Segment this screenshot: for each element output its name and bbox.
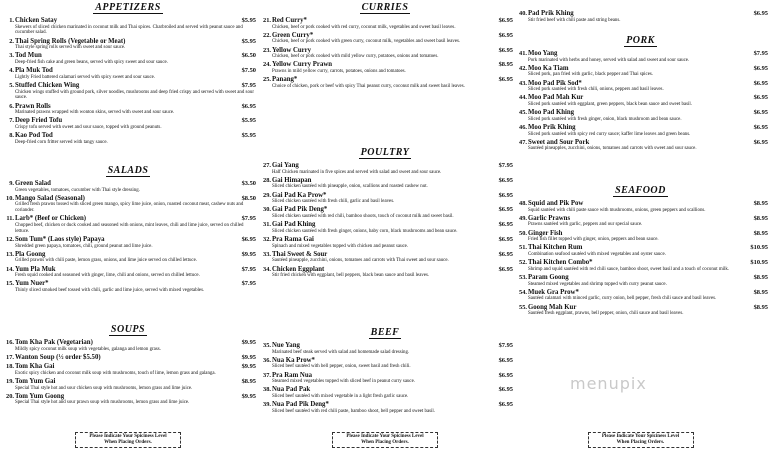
item-number: 35.: [263, 342, 271, 349]
item-name: Goong Mah Kur: [528, 303, 577, 311]
item-name: Yum Nuer*: [15, 280, 49, 288]
item-description: Marinated prawns wrapped with wonton skins, served with sweet and sour sauce.: [15, 110, 175, 116]
item-price: $9.95: [241, 392, 256, 400]
item-number: 29.: [263, 191, 271, 199]
item-name: Wanton Soup (½ order $5.50): [15, 353, 101, 361]
item-description: Thinly sliced smoked beef tossed with chili, garlic and lime juice, served with mixed vegetables.: [15, 287, 205, 293]
section-heading-text: PORK: [626, 35, 655, 46]
item-price: $7.95: [753, 50, 768, 57]
section-heading-poultry: [257, 147, 513, 161]
item-name: Chicken Eggplant: [272, 265, 325, 273]
item-number: 39.: [263, 401, 271, 409]
item-description: Stir fried beef with chili paste and string beans.: [528, 17, 621, 23]
item-price: $6.95: [753, 109, 768, 117]
item-price: $3.50: [241, 180, 256, 187]
item-price: $8.95: [753, 229, 768, 237]
item-description: Deep-fried fish cake and green beans, served with spicy sweet and sour sauce.: [15, 59, 168, 65]
item-name: Gai Pad Pik Deng*: [272, 206, 328, 214]
item-number: 45.: [519, 109, 527, 117]
item-name: Thai Kitchen Combo*: [528, 259, 593, 267]
item-name: Nua Pad Pak: [272, 386, 311, 394]
item-description: Sautéed pineapple, zucchini, onions, tomatoes and carrots with Thai sweet and sour sauce.: [272, 258, 449, 264]
item-price: $6.95: [498, 356, 513, 364]
item-number: 41.: [519, 50, 527, 57]
item-description: Sliced beef sautéed with mixed vegetable in a light fresh garlic sauce.: [272, 393, 409, 399]
item-name: Chicken Satay: [15, 17, 58, 24]
item-description: Mildly spicy coconut milk soup with vegetables, galanga and lemon grass.: [15, 346, 161, 352]
item-description: Sliced chicken sautéed with fresh ginger, onions, baby corn, black mushrooms and bean sauce.: [272, 228, 458, 234]
item-number: 3.: [9, 52, 14, 60]
item-description: Crispy tofu served with sweet and sour sauce, topped with ground peanuts.: [15, 124, 162, 130]
section-heading-text: CURRIES: [361, 2, 409, 13]
item-price: $7.95: [241, 82, 256, 89]
item-price: $7.95: [241, 280, 256, 288]
spiciness-note-line: Please Indicate Your Spiciness Level: [89, 434, 167, 439]
item-price: $6.95: [498, 206, 513, 214]
item-price: $6.95: [753, 79, 768, 87]
item-price: $6.95: [498, 250, 513, 258]
item-number: 34.: [263, 265, 271, 273]
section-heading-soups: [0, 324, 256, 338]
item-name: Pra Rama Gai: [272, 236, 314, 243]
item-number: 11.: [6, 215, 14, 223]
item-name: Gai Himapan: [272, 176, 312, 184]
item-number: 49.: [519, 214, 527, 222]
item-description: Sliced pork, pan fried with garlic, black pepper and Thai spices.: [528, 72, 653, 78]
item-name: Larb* (Beef or Chicken): [15, 215, 87, 223]
section-heading-seafood: [513, 185, 768, 199]
item-description: Pork marinated with herbs and honey, served with salad and sweet and sour sauce.: [528, 57, 690, 63]
item-name: Muek Gra Prow*: [528, 288, 579, 296]
item-number: 1.: [9, 17, 14, 24]
item-name: Garlic Prawns: [528, 214, 571, 222]
item-number: 20.: [6, 392, 14, 400]
item-name: Moo Yang: [528, 50, 558, 57]
item-description: Sautéed pineapples, zucchini, onions, tomatoes and carrots with sweet and sour sauce.: [528, 146, 697, 152]
item-name: Yellow Curry: [272, 46, 312, 54]
item-price: $7.95: [241, 215, 256, 223]
item-number: 17.: [6, 353, 14, 361]
item-price: $6.95: [498, 236, 513, 243]
item-price: $8.95: [753, 303, 768, 311]
item-number: 33.: [263, 250, 271, 258]
item-price: $9.95: [241, 353, 256, 361]
item-number: 8.: [9, 132, 14, 140]
item-number: 18.: [6, 363, 14, 371]
item-price: $10.95: [750, 259, 768, 267]
item-description: Chicken, beef or pork cooked with green curry, coconut milk, vegetables and sweet basil leaves.: [272, 39, 461, 45]
section-heading-text: SALADS: [107, 165, 149, 176]
item-description: Fried fish fillet topped with ginger, onion, peppers and bean sauce.: [528, 237, 659, 243]
item-description: Thai style spring rolls served with sweet and sour sauce.: [15, 45, 126, 51]
item-description: Grilled fresh prawns tossed with sliced green mango, spicy lime juice, onion, roasted coconut meat, cashew nuts and coriander.: [15, 202, 244, 214]
item-price: $9.95: [241, 339, 256, 346]
item-price: $5.95: [241, 132, 256, 140]
item-price: $7.95: [498, 162, 513, 169]
item-description: Prawns in mild yellow curry, carrots, potatoes, onions and tomatoes.: [272, 68, 406, 74]
item-name: Thai Kitchen Rum: [528, 244, 583, 252]
item-description: Chicken, beef or pork cooked with red curry, coconut milk, vegetables and sweet basil leaves.: [272, 24, 456, 30]
item-number: 6.: [9, 102, 14, 110]
item-name: Panang*: [272, 76, 298, 84]
item-number: 27.: [263, 162, 271, 169]
item-number: 4.: [9, 67, 14, 75]
item-description: Sliced pork sautéed with fresh chili, onions, peppers and basil leaves.: [528, 87, 664, 93]
menu-column-right: [513, 0, 768, 466]
item-price: $7.95: [498, 342, 513, 349]
item-description: Grilled prawns with chili paste, lemon grass, onions, and lime juice served on chilled lettuce.: [15, 258, 197, 264]
item-name: Deep Fried Tofu: [15, 117, 63, 125]
item-name: Red Curry*: [272, 17, 307, 24]
item-number: 23.: [263, 46, 271, 54]
item-price: $7.95: [241, 265, 256, 273]
watermark: menupix: [570, 374, 647, 393]
item-number: 42.: [519, 64, 527, 72]
item-name: Param Goong: [528, 274, 569, 281]
item-name: Pra Ram Nua: [272, 371, 313, 379]
item-price: $8.95: [753, 274, 768, 281]
item-price: $8.95: [753, 214, 768, 222]
item-description: Steamed mixed vegetables and shrimp topped with curry peanut sauce.: [528, 281, 667, 287]
section-heading-text: SEAFOOD: [615, 185, 666, 196]
item-number: 53.: [519, 274, 527, 281]
item-name: Nue Yang: [272, 342, 300, 349]
item-price: $6.95: [241, 236, 256, 243]
item-number: 10.: [6, 194, 14, 202]
item-description: Sliced beef sautéed with bell pepper, onion, sweet basil and fresh chili.: [272, 364, 411, 370]
item-description: Chicken, beef or pork cooked with mild yellow curry, potatoes, onions and tomatoes.: [272, 54, 439, 60]
item-price: $6.95: [753, 124, 768, 131]
item-name: Tom Yum Goong: [15, 392, 65, 400]
item-price: $6.95: [498, 265, 513, 273]
section-heading-pork: [513, 35, 768, 49]
item-name: Thai Sweet & Sour: [272, 250, 328, 258]
item-description: Sautéed fresh eggplant, prawns, bell pepper, onion, chili sauce and basil leaves.: [528, 311, 684, 317]
item-description: Sautéed calamari with minced garlic, curry onion, bell pepper, fresh chili sauce and basil leaves.: [528, 296, 717, 302]
item-price: $6.95: [753, 10, 768, 17]
item-name: Green Salad: [15, 180, 51, 187]
item-number: 16.: [6, 339, 14, 346]
item-name: Kao Pod Tod: [15, 132, 53, 140]
item-price: $6.95: [498, 31, 513, 39]
item-description: Prawns sautéed with garlic, peppers and our special sauce.: [528, 222, 643, 228]
section-heading-text: APPETIZERS: [95, 2, 161, 13]
item-price: $9.95: [241, 250, 256, 258]
item-price: $6.95: [753, 64, 768, 72]
item-description: Chicken wings stuffed with ground pork, silver noodles, mushrooms and deep fried crispy and served with sweet and sour sauce.: [15, 89, 254, 101]
item-number: 2.: [9, 37, 14, 45]
item-number: 28.: [263, 176, 271, 184]
item-price: $6.95: [498, 17, 513, 24]
item-name: Squid and Pik Pow: [528, 200, 584, 207]
item-description: Sliced chicken sautéed with pineapple, onion, scallions and roasted cashew nut.: [272, 184, 428, 190]
item-number: 24.: [263, 61, 271, 69]
item-number: 38.: [263, 386, 271, 394]
item-description: Combination seafood sautéed with mixed vegetables and oyster sauce.: [528, 251, 666, 257]
item-description: Spinach and mixed vegetables topped with chicken and peanut sauce.: [272, 243, 409, 249]
item-name: Pad Prik Khing: [528, 10, 574, 17]
item-number: 55.: [519, 303, 527, 311]
item-description: Lightly Fried battered calamari served with spicy sweet and sour sauce.: [15, 74, 156, 80]
item-price: $9.95: [241, 363, 256, 371]
item-number: 37.: [263, 371, 271, 379]
item-description: Skewers of sliced chicken marinated in coconut milk and Thai spices. Charbroiled and served with peanut sauce and cucumber salad.: [15, 24, 243, 36]
spiciness-note: [332, 432, 438, 448]
item-price: $6.95: [498, 176, 513, 184]
section-heading-appetizers: [0, 2, 256, 16]
item-name: Tom Yum Gai: [15, 378, 56, 386]
item-description: Deep-fried corn fritter served with tangy sauce.: [15, 139, 108, 145]
item-description: Stir fried chicken with eggplant, bell peppers, black bean sauce and basil leaves.: [272, 273, 430, 279]
item-number: 32.: [263, 236, 271, 243]
section-heading-curries: [257, 2, 513, 16]
item-description: Sliced beef sautéed with red chili paste, bamboo shoot, bell pepper and sweet basil.: [272, 408, 435, 414]
item-name: Yellow Curry Prawn: [272, 61, 333, 69]
item-description: Squid sautéed with chili paste sauce with mushrooms, onions, green peppers and scallions.: [528, 207, 706, 213]
item-number: 7.: [9, 117, 14, 125]
item-price: $6.50: [241, 52, 256, 60]
item-description: Shrimp and squid sautéed with red chili sauce, bamboo shoot, sweet basil and a touch of coconut milk.: [528, 266, 730, 272]
item-number: 44.: [519, 94, 527, 102]
item-number: 40.: [519, 10, 527, 17]
item-price: $6.95: [241, 102, 256, 110]
item-price: $6.95: [498, 401, 513, 409]
item-number: 46.: [519, 124, 527, 131]
item-description: Exotic spicy chicken and coconut milk soup with mushrooms, touch of lime, lemon grass and galanga.: [15, 370, 216, 376]
menu-column-center: [257, 0, 513, 466]
item-name: Moo Prik Khing: [528, 124, 576, 131]
item-name: Gai Pad Ka Prow*: [272, 191, 327, 199]
item-number: 30.: [263, 206, 271, 214]
spiciness-note-line: Please Indicate Your Spiciness Level: [601, 434, 680, 439]
item-name: Som Tum* (Laos style) Papaya: [15, 236, 105, 243]
item-description: Sliced pork sautéed with fresh ginger, onion, black mushroom and bean sauce.: [528, 116, 682, 122]
item-name: Moo Pad Pik Sod*: [528, 79, 582, 87]
item-price: $8.95: [753, 288, 768, 296]
section-heading-text: SOUPS: [110, 324, 146, 335]
spiciness-note: [75, 432, 181, 448]
item-name: Nua Ka Prow*: [272, 356, 315, 364]
item-number: 52.: [519, 259, 527, 267]
item-price: $8.95: [753, 200, 768, 207]
item-name: Gai Yang: [272, 162, 299, 169]
item-name: Ginger Fish: [528, 229, 563, 237]
item-description: Choice of chicken, pork or beef with spicy Thai peanut curry, coconut milk and sweet basil leaves.: [272, 83, 465, 89]
item-number: 14.: [6, 265, 14, 273]
item-number: 36.: [263, 356, 271, 364]
item-description: Green vegetables, tomatoes, cucumber with Thai style dressing.: [15, 187, 140, 193]
item-number: 13.: [6, 250, 14, 258]
item-name: Tom Kha Gai: [15, 363, 55, 371]
item-name: Thai Spring Rolls (Vegetable or Meat): [15, 37, 126, 45]
spiciness-note: [588, 432, 694, 448]
item-description: Sliced chicken sautéed with fresh chili, garlic and basil leaves.: [272, 199, 395, 205]
item-description: Half Chicken marinated in five spices and served with salad and sweet and sour sauce.: [272, 169, 442, 175]
item-name: Sweet and Sour Pork: [528, 138, 590, 146]
item-price: $6.95: [753, 138, 768, 146]
item-number: 50.: [519, 229, 527, 237]
item-number: 5.: [9, 82, 14, 89]
item-number: 15.: [6, 280, 14, 288]
item-name: Stuffed Chicken Wing: [15, 82, 80, 89]
spiciness-note-line: When Placing Orders.: [616, 440, 665, 445]
item-number: 22.: [263, 31, 271, 39]
item-name: Pla Muk Tod: [15, 67, 53, 75]
item-description: Fresh squid cooked and seasoned with ginger, lime, chili and onions, served on chilled lettuce.: [15, 273, 200, 279]
item-price: $5.95: [241, 37, 256, 45]
item-description: Marinated beef steak served with salad and homemade salad dressing.: [272, 349, 410, 355]
item-price: $8.95: [241, 378, 256, 386]
item-name: Yum Pla Muk: [15, 265, 56, 273]
section-heading-text: POULTRY: [360, 147, 410, 158]
item-name: Tod Mun: [15, 52, 42, 60]
item-name: Gai Pad Khing: [272, 221, 316, 229]
item-name: Nua Pad Pik Deng*: [272, 401, 329, 409]
item-number: 19.: [6, 378, 14, 386]
item-name: Prawn Rolls: [15, 102, 51, 110]
item-number: 47.: [519, 138, 527, 146]
item-name: Moo Ka Tiam: [528, 64, 569, 72]
item-price: $6.95: [498, 46, 513, 54]
item-description: Sliced pork sautéed with eggplant, green peppers, black bean sauce and sweet basil.: [528, 101, 692, 107]
item-number: 43.: [519, 79, 527, 87]
item-price: $6.95: [498, 386, 513, 394]
item-description: Special Thai style hot and sour chicken soup with mushrooms, lemon grass and lime juice.: [15, 385, 193, 391]
item-description: Steamed mixed vegetables topped with sliced beef in peanut curry sauce.: [272, 379, 416, 385]
item-price: $6.95: [753, 94, 768, 102]
item-name: Moo Pad Khing: [528, 109, 575, 117]
item-number: 25.: [263, 76, 271, 84]
item-name: Mango Salad (Seasonal): [15, 194, 85, 202]
item-price: $6.95: [498, 221, 513, 229]
menu-column-left: [0, 0, 256, 466]
item-name: Green Curry*: [272, 31, 314, 39]
item-price: $5.95: [241, 17, 256, 24]
item-name: Moo Pad Mah Kur: [528, 94, 584, 102]
item-price: $10.95: [750, 244, 768, 252]
section-heading-salads: [0, 165, 256, 179]
item-number: 54.: [519, 288, 527, 296]
item-price: $6.95: [498, 191, 513, 199]
spiciness-note-line: Please Indicate Your Spiciness Level: [346, 434, 424, 439]
item-price: $8.50: [241, 194, 256, 202]
item-price: $7.50: [241, 67, 256, 75]
item-number: 21.: [263, 17, 271, 24]
item-number: 9.: [9, 180, 14, 187]
item-price: $6.95: [498, 76, 513, 84]
item-number: 51.: [519, 244, 527, 252]
section-heading-text: BEEF: [370, 327, 400, 338]
item-number: 12.: [6, 236, 14, 243]
spiciness-note-line: When Placing Orders.: [361, 440, 409, 445]
item-price: $5.95: [241, 117, 256, 125]
item-description: Shredded green papaya, tomatoes, chili, ground peanut and lime juice.: [15, 243, 153, 249]
item-description: Sliced chicken sautéed with red chili, bamboo shoots, touch of coconut milk and sweet basil.: [272, 213, 454, 219]
item-number: 31.: [263, 221, 271, 229]
item-name: Pla Goong: [15, 250, 46, 258]
item-description: Chopped beef, chicken or duck cooked and seasoned with onions, mint leaves, chili and lime juice, served on chilled lettuce.: [15, 222, 244, 234]
item-price: $6.95: [498, 371, 513, 379]
item-number: 48.: [519, 200, 527, 207]
item-description: Special Thai style hot and sour prawn soup with mushrooms, lemon grass and lime juice.: [15, 400, 190, 406]
item-price: $8.95: [498, 61, 513, 69]
item-description: Sliced pork sautéed with spicy red curry sauce; kaffer lime leaves and green beans.: [528, 131, 691, 137]
item-name: Tom Kha Pak (Vegetarian): [15, 339, 93, 346]
spiciness-note-line: When Placing Orders.: [104, 440, 152, 445]
section-heading-beef: [257, 327, 513, 341]
